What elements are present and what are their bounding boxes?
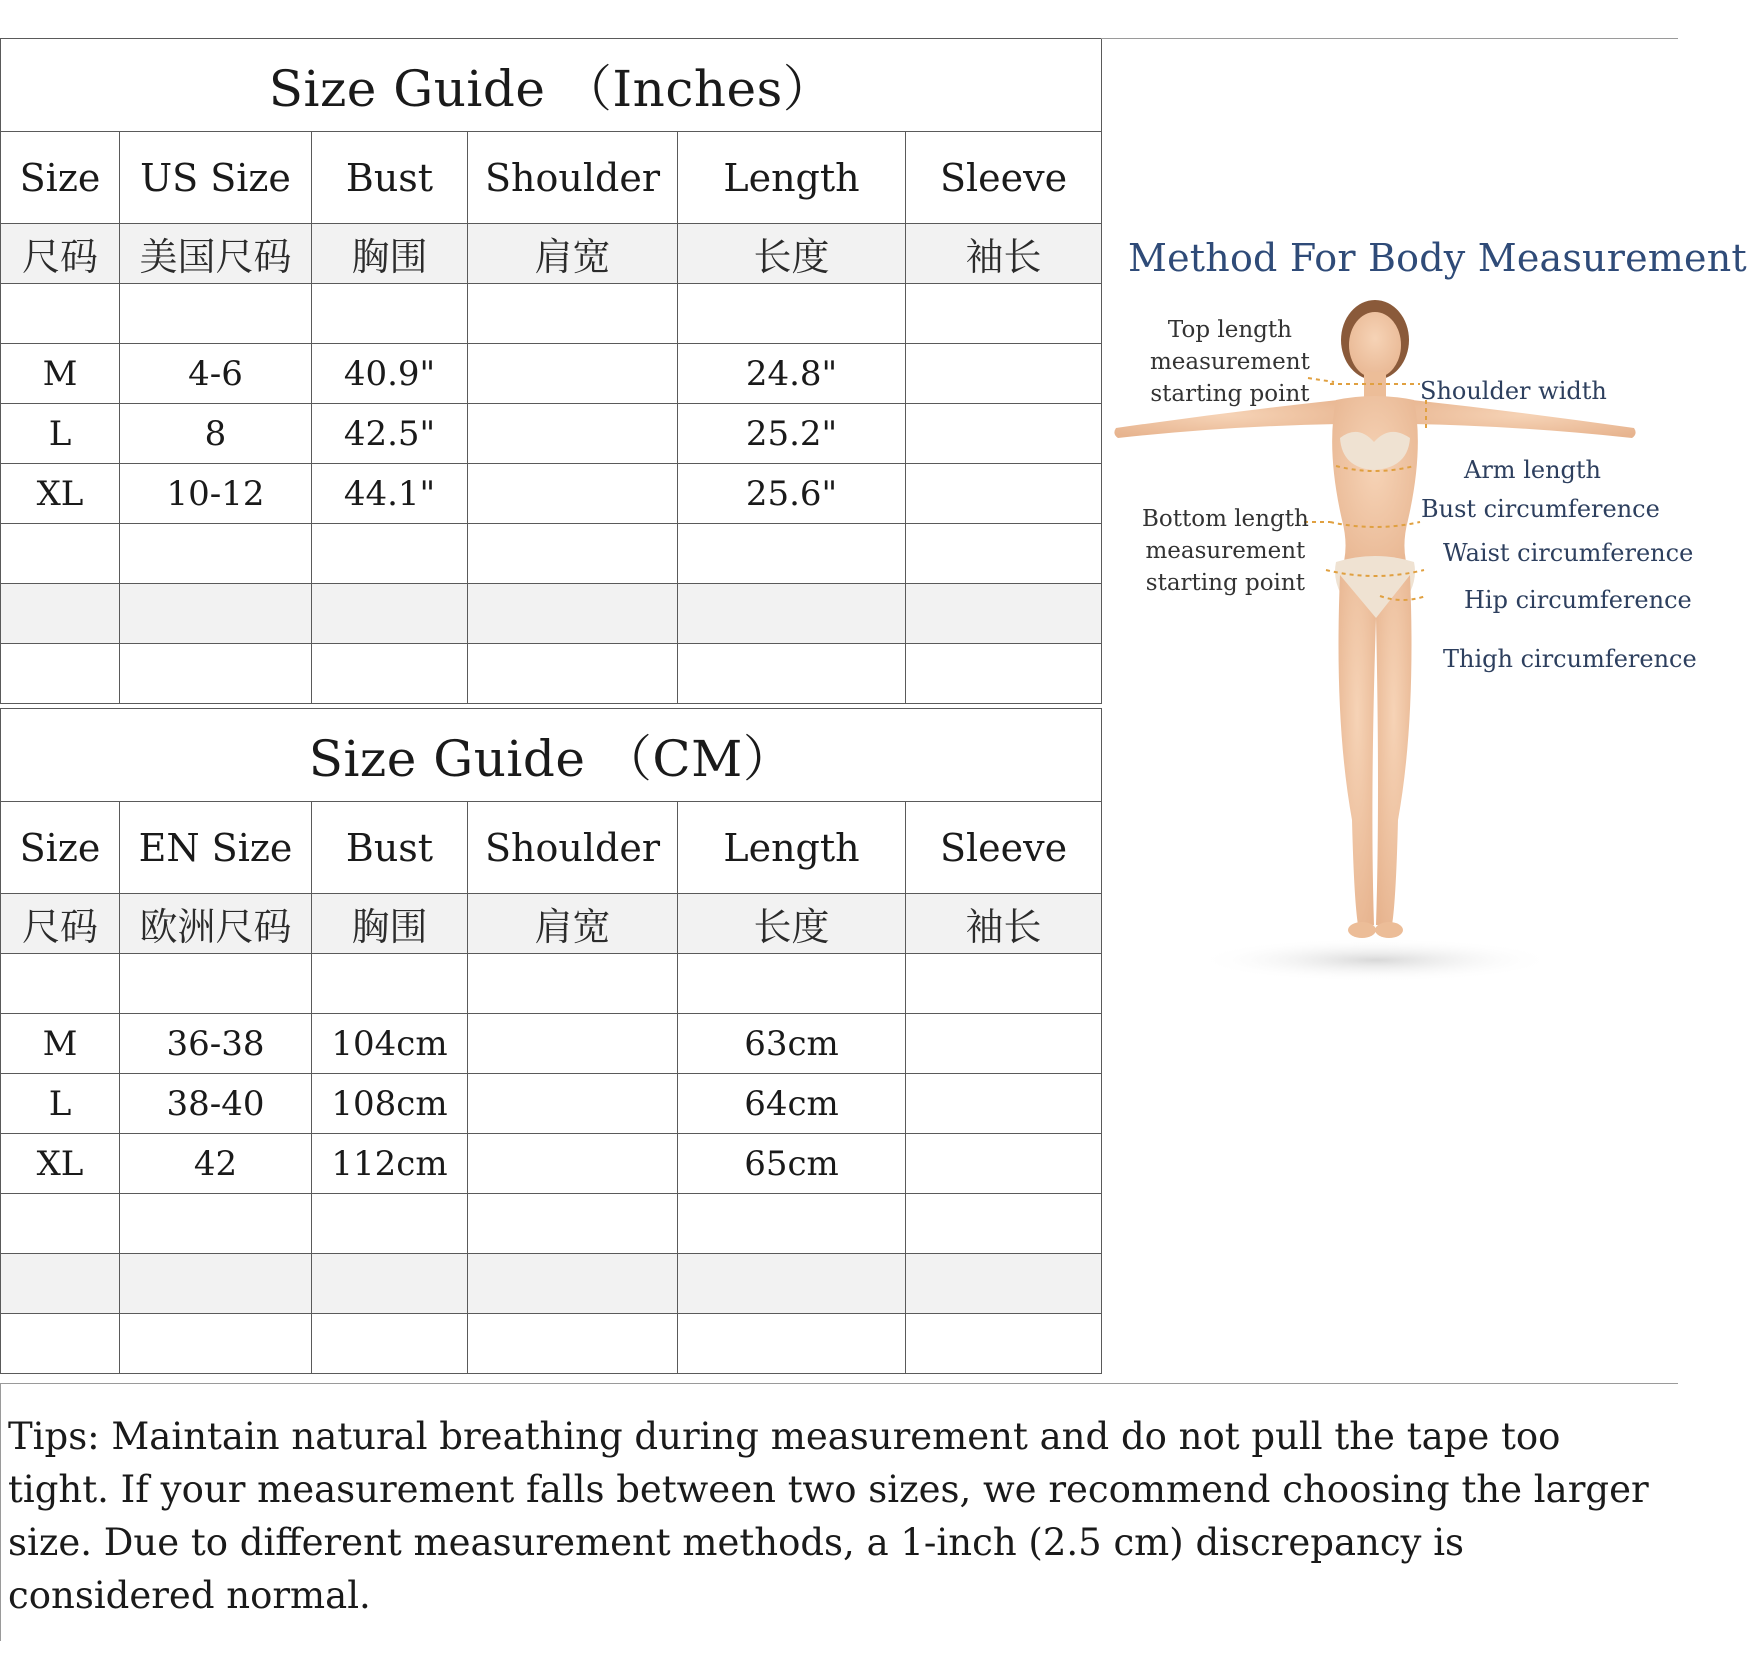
- label-bust-circumference: Bust circumference: [1421, 495, 1660, 523]
- table-cell: [906, 1074, 1102, 1134]
- table-cell: [1, 954, 120, 1014]
- table-cell: [120, 284, 312, 344]
- table-cell: L: [1, 1074, 120, 1134]
- header-cn-length: 长度: [678, 894, 906, 954]
- table-cell: [468, 1254, 678, 1314]
- table-row: [1, 464, 1102, 524]
- header-shoulder: Shoulder: [468, 802, 678, 894]
- tips-text: Tips: Maintain natural breathing during measurement and do not pull the tape too tight. If your measurement falls between two sizes, we recommend choosing the larger size. Due to different measurement methods, a 1-inch (2.5 cm) discrepancy is considered normal.: [8, 1415, 1649, 1617]
- table-cell: [1, 644, 120, 704]
- table-cell: [120, 644, 312, 704]
- table-row: [1, 644, 1102, 704]
- measurement-title: Method For Body Measurement: [1128, 236, 1747, 280]
- table-cell: 8: [120, 404, 312, 464]
- tips-divider: [0, 1383, 1678, 1384]
- table-cell: [468, 1194, 678, 1254]
- table-cell: [678, 284, 906, 344]
- table-cell: [1, 584, 120, 644]
- table-cell: 65cm: [678, 1134, 906, 1194]
- header-cn-shoulder: 肩宽: [468, 224, 678, 284]
- table-row: [1, 404, 1102, 464]
- label-arm-length: Arm length: [1464, 456, 1601, 484]
- header-cn-shoulder: 肩宽: [468, 894, 678, 954]
- table-cell: 36-38: [120, 1014, 312, 1074]
- table-cell: L: [1, 404, 120, 464]
- table-cell: [468, 404, 678, 464]
- table-cell: [678, 1194, 906, 1254]
- label-top-length-line2: measurement: [1150, 349, 1310, 375]
- label-bottom-length-line1: Bottom length: [1142, 506, 1309, 532]
- header-sleeve: Sleeve: [906, 132, 1102, 224]
- label-bottom-length-line2: measurement: [1145, 538, 1306, 564]
- header-bust: Bust: [312, 802, 468, 894]
- table-cell: [678, 644, 906, 704]
- table-cell: 64cm: [678, 1074, 906, 1134]
- label-waist-circumference: Waist circumference: [1443, 539, 1694, 567]
- table-cell: 42.5": [312, 404, 468, 464]
- table-cell: 104cm: [312, 1014, 468, 1074]
- table-cell: 25.2": [678, 404, 906, 464]
- table-cell: [312, 644, 468, 704]
- table-cell: [468, 1074, 678, 1134]
- label-top-length-line3: starting point: [1150, 381, 1310, 407]
- table-cell: [906, 404, 1102, 464]
- table-row: [1, 1254, 1102, 1314]
- label-thigh-circumference: Thigh circumference: [1443, 645, 1697, 673]
- table-cell: [906, 1134, 1102, 1194]
- table-cell: [906, 584, 1102, 644]
- table-cell: [906, 1314, 1102, 1374]
- table-cell: 63cm: [678, 1014, 906, 1074]
- table-cell: [468, 584, 678, 644]
- size-table-inches: [0, 38, 1102, 704]
- table-cell: 40.9": [312, 344, 468, 404]
- table-cell: [312, 1194, 468, 1254]
- table-cell: [906, 644, 1102, 704]
- table-cell: [312, 284, 468, 344]
- table-cell: [678, 524, 906, 584]
- label-bottom-length-line3: starting point: [1145, 570, 1305, 596]
- table-cell: [906, 954, 1102, 1014]
- header-shoulder: Shoulder: [468, 132, 678, 224]
- table-row: [1, 1194, 1102, 1254]
- label-hip-circumference: Hip circumference: [1464, 586, 1692, 614]
- table-cell: 42: [120, 1134, 312, 1194]
- table-row: [1, 524, 1102, 584]
- table-cell: [906, 1014, 1102, 1074]
- table-cell: [678, 954, 906, 1014]
- inches-table-title: Size Guide （Inches）: [1, 39, 1102, 132]
- table-cell: XL: [1, 464, 120, 524]
- inches-table-body: [1, 284, 1102, 704]
- table-cell: [120, 1314, 312, 1374]
- table-cell: [468, 1134, 678, 1194]
- table-cell: [906, 524, 1102, 584]
- header-cn-us-size: 美国尺码: [120, 224, 312, 284]
- header-cn-sleeve: 袖长: [906, 224, 1102, 284]
- table-cell: [468, 344, 678, 404]
- header-length: Length: [678, 132, 906, 224]
- table-cell: M: [1, 344, 120, 404]
- table-cell: [906, 464, 1102, 524]
- table-cell: [468, 524, 678, 584]
- table-cell: [678, 584, 906, 644]
- table-cell: [312, 1254, 468, 1314]
- table-row: [1, 584, 1102, 644]
- header-en-size: EN Size: [120, 802, 312, 894]
- header-cn-bust: 胸围: [312, 894, 468, 954]
- table-cell: [468, 644, 678, 704]
- header-cn-size: 尺码: [1, 894, 120, 954]
- table-cell: [120, 1254, 312, 1314]
- header-bust: Bust: [312, 132, 468, 224]
- table-row: [1, 1314, 1102, 1374]
- table-row: [1, 1134, 1102, 1194]
- label-top-length-line1: Top length: [1167, 317, 1292, 343]
- table-cell: [1, 1194, 120, 1254]
- header-us-size: US Size: [120, 132, 312, 224]
- table-cell: 38-40: [120, 1074, 312, 1134]
- header-size: Size: [1, 132, 120, 224]
- table-cell: M: [1, 1014, 120, 1074]
- table-cell: [468, 464, 678, 524]
- table-cell: XL: [1, 1134, 120, 1194]
- table-cell: [312, 1314, 468, 1374]
- table-cell: [1, 1314, 120, 1374]
- header-length: Length: [678, 802, 906, 894]
- table-cell: [678, 1314, 906, 1374]
- table-cell: [906, 284, 1102, 344]
- header-size: Size: [1, 802, 120, 894]
- table-cell: [906, 1254, 1102, 1314]
- table-cell: 44.1": [312, 464, 468, 524]
- table-row: [1, 954, 1102, 1014]
- header-cn-sleeve: 袖长: [906, 894, 1102, 954]
- table-cell: [1, 1254, 120, 1314]
- table-cell: [120, 584, 312, 644]
- table-cell: 24.8": [678, 344, 906, 404]
- table-cell: [1, 524, 120, 584]
- table-cell: [120, 954, 312, 1014]
- table-row: [1, 284, 1102, 344]
- label-shoulder-width: Shoulder width: [1420, 377, 1607, 405]
- size-table-cm: [0, 708, 1102, 1374]
- header-cn-length: 长度: [678, 224, 906, 284]
- table-cell: [468, 954, 678, 1014]
- table-row: [1, 1074, 1102, 1134]
- tips-left-border: [0, 1383, 1, 1641]
- table-cell: 25.6": [678, 464, 906, 524]
- header-cn-en-size: 欧洲尺码: [120, 894, 312, 954]
- header-cn-size: 尺码: [1, 224, 120, 284]
- header-sleeve: Sleeve: [906, 802, 1102, 894]
- table-cell: [312, 954, 468, 1014]
- table-cell: [312, 524, 468, 584]
- table-cell: 4-6: [120, 344, 312, 404]
- table-cell: [1, 284, 120, 344]
- table-cell: [906, 344, 1102, 404]
- table-cell: [468, 1314, 678, 1374]
- label-bottom-length: [1142, 503, 1309, 599]
- table-cell: 112cm: [312, 1134, 468, 1194]
- table-cell: [120, 1194, 312, 1254]
- table-cell: 10-12: [120, 464, 312, 524]
- header-cn-bust: 胸围: [312, 224, 468, 284]
- table-cell: [468, 284, 678, 344]
- table-cell: [120, 524, 312, 584]
- table-cell: [678, 1254, 906, 1314]
- table-row: [1, 344, 1102, 404]
- table-cell: [312, 584, 468, 644]
- table-cell: [468, 1014, 678, 1074]
- table-cell: 108cm: [312, 1074, 468, 1134]
- table-cell: [906, 1194, 1102, 1254]
- label-top-length: [1150, 314, 1310, 410]
- cm-table-body: [1, 954, 1102, 1374]
- cm-table-title: Size Guide （CM）: [1, 709, 1102, 802]
- table-row: [1, 1014, 1102, 1074]
